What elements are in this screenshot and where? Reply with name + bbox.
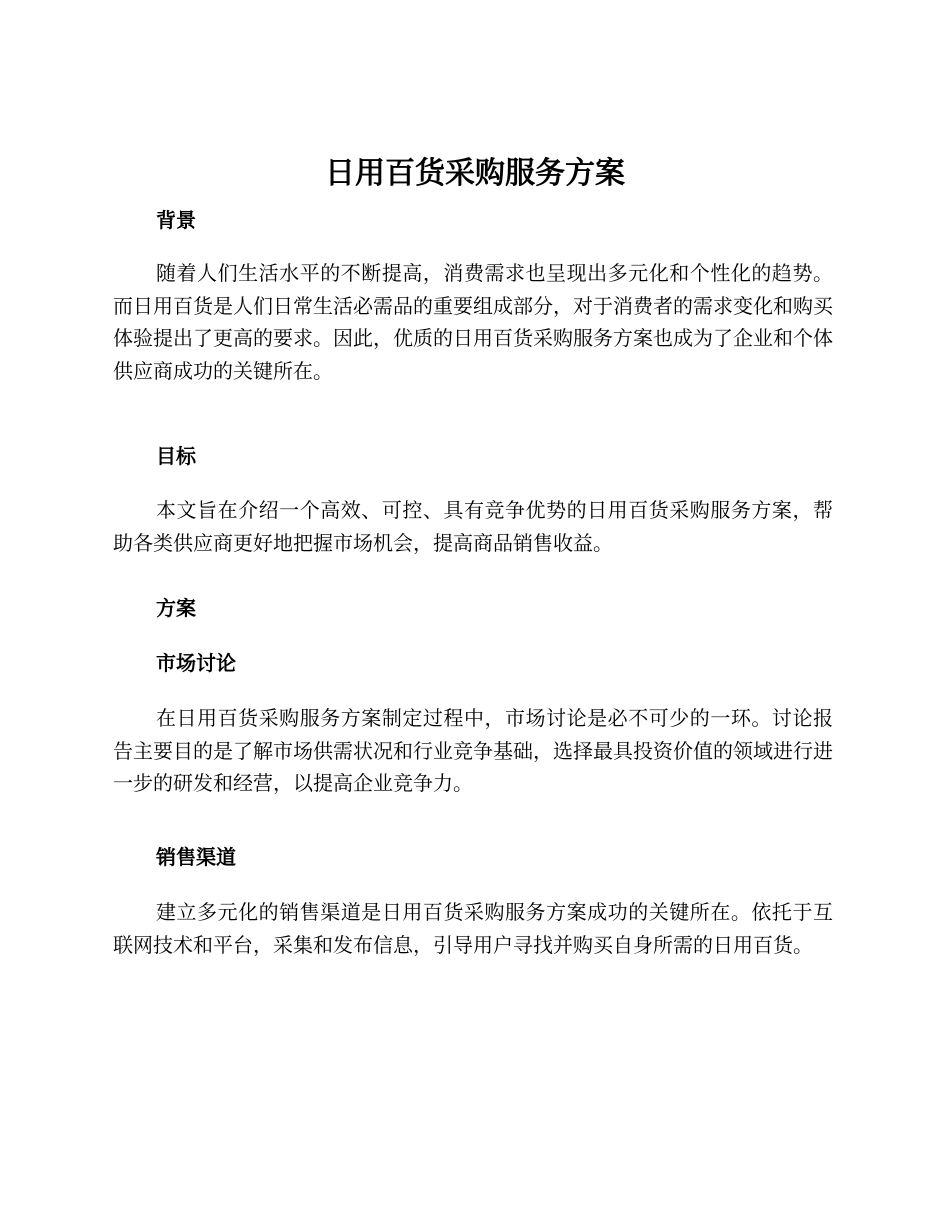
page-title: 日用百货采购服务方案 [325, 156, 625, 191]
section-paragraph-market-discussion: 在日用百货采购服务方案制定过程中，市场讨论是必不可少的一环。讨论报告主要目的是了解市场供需状况和行业竞争基础，选择最具投资价值的领域进行进一步的研发和经营，以提高企业竞争力。 [113, 706, 833, 795]
section-heading-sales-channels: 销售渠道 [156, 845, 236, 869]
section-heading-goal: 目标 [156, 444, 196, 468]
section-heading-plan: 方案 [156, 596, 196, 620]
section-paragraph-goal: 本文旨在介绍一个高效、可控、具有竞争优势的日用百货采购服务方案，帮助各类供应商更好地把握市场机会，提高商品销售收益。 [113, 498, 833, 555]
section-paragraph-background: 随着人们生活水平的不断提高，消费需求也呈现出多元化和个性化的趋势。而日用百货是人们日常生活必需品的重要组成部分，对于消费者的需求变化和购买体验提出了更高的要求。因此，优质的日用百货采购服务方案也成为了企业和个体供应商成功的关键所在。 [113, 261, 833, 383]
section-paragraph-sales-channels: 建立多元化的销售渠道是日用百货采购服务方案成功的关键所在。依托于互联网技术和平台，采集和发布信息，引导用户寻找并购买自身所需的日用百货。 [113, 900, 833, 957]
section-heading-market-discussion: 市场讨论 [156, 651, 236, 675]
section-heading-background: 背景 [156, 208, 196, 232]
